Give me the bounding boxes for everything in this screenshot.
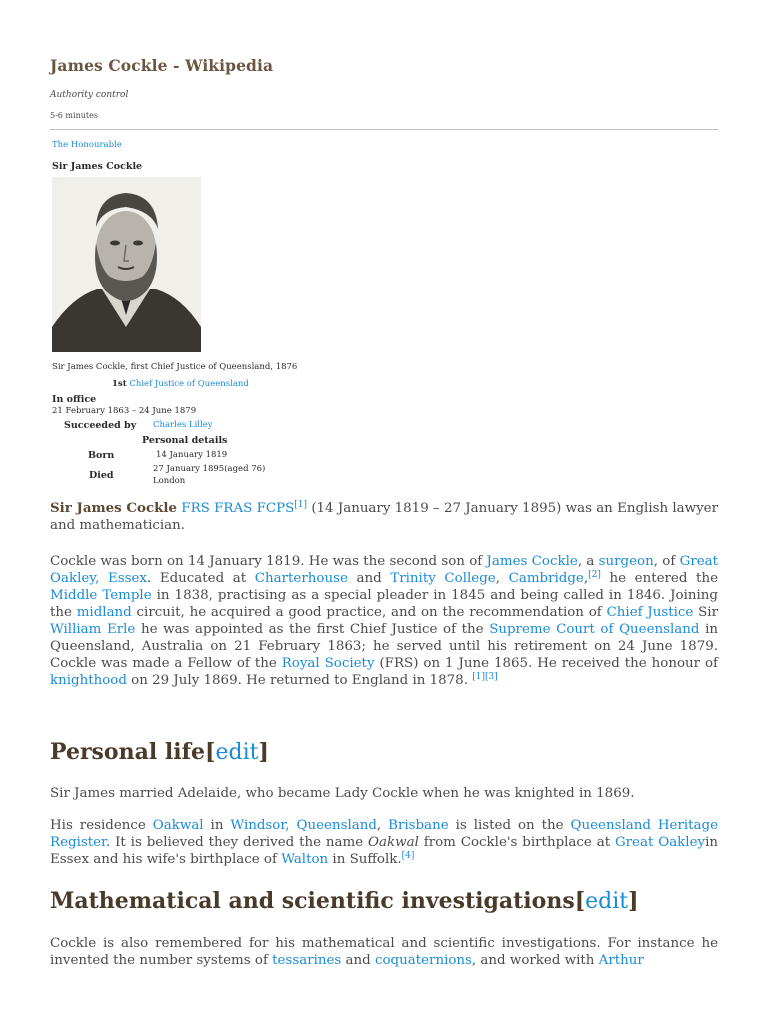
personal-details-label: Personal details — [142, 435, 228, 446]
text-run: in — [203, 818, 231, 833]
text-run: circuit, he acquired a good practice, and on the recommendation of — [131, 605, 607, 620]
emphasis-oakwal: Oakwal — [368, 835, 419, 850]
ref-3[interactable]: [3] — [484, 672, 498, 682]
text-run: Cockle is also remembered for his mathematical and scientific investigations. For instance he invented the number systems of — [50, 936, 718, 968]
edit-link-personal-life[interactable]: edit — [215, 740, 259, 765]
text-run: in Suffolk. — [328, 852, 402, 867]
link-william-erle[interactable]: William Erle — [50, 622, 136, 637]
bracket: ] — [628, 888, 639, 914]
postnominals-link[interactable]: FRS FRAS FCPS — [181, 501, 295, 516]
subtitle: Authority control — [50, 90, 129, 100]
born-value: 14 January 1819 — [156, 450, 228, 460]
text-run: (FRS) on 1 June 1865. He received the honour of — [374, 656, 719, 671]
office-ordinal: 1st — [112, 379, 127, 389]
in-office-label: In office — [52, 394, 97, 405]
bracket: ] — [258, 739, 269, 765]
ref-1b[interactable]: [1] — [472, 672, 485, 682]
bracket: [ — [205, 739, 216, 765]
page-title: James Cockle - Wikipedia — [50, 56, 274, 75]
text-run: . Educated at — [146, 571, 255, 586]
office-row — [112, 379, 249, 389]
link-walton[interactable]: Walton — [281, 852, 329, 867]
edit-link-mathematical[interactable]: edit — [585, 889, 629, 914]
read-time: 5-6 minutes — [50, 111, 98, 120]
divider — [50, 129, 718, 130]
section-title: Personal life — [50, 739, 206, 765]
personal-paragraph-1: Sir James married Adelaide, who became Lady Cockle when he was knighted in 1869. — [50, 786, 635, 801]
text-run: His residence — [50, 818, 153, 833]
link-trinity-college[interactable]: Trinity College — [390, 571, 496, 586]
text-run: and — [341, 953, 375, 968]
successor-link[interactable]: Charles Lilley — [153, 420, 213, 430]
link-knighthood[interactable]: knighthood — [50, 673, 127, 688]
link-supreme-court-queensland[interactable]: Supreme Court of Queensland — [489, 622, 700, 637]
text-run: he entered the — [600, 571, 718, 586]
link-coquaternions[interactable]: coquaternions — [375, 953, 472, 968]
died-label: Died — [89, 470, 114, 481]
text-run: . It is believed they derived the name — [105, 835, 369, 850]
portrait-caption: Sir James Cockle, first Chief Justice of Queensland, 1876 — [52, 362, 298, 372]
text-run: and — [347, 571, 391, 586]
link-great-oakley[interactable]: Great Oakley — [614, 835, 706, 850]
term-dates: 21 February 1863 – 24 June 1879 — [52, 406, 197, 416]
section-heading-mathematical — [50, 888, 639, 915]
text-run: , — [495, 571, 509, 586]
link-brisbane[interactable]: Brisbane — [388, 818, 449, 833]
portrait-image — [52, 177, 201, 352]
link-james-cockle[interactable]: James Cockle — [486, 554, 578, 569]
ref-2[interactable]: [2] — [588, 570, 601, 580]
link-queensland-heritage-register[interactable]: Queensland Heritage Register — [50, 818, 719, 850]
link-windsor-queensland[interactable]: Windsor, Queensland — [230, 818, 377, 833]
text-run: is listed on the — [448, 818, 571, 833]
text-run: he was appointed as the first Chief Justice of the — [135, 622, 490, 637]
died-value — [153, 464, 265, 474]
link-chief-justice[interactable]: Chief Justice — [606, 605, 694, 620]
died-age: (aged 76) — [224, 464, 266, 474]
biography-paragraph — [50, 553, 718, 689]
link-cambridge[interactable]: Cambridge — [508, 571, 584, 586]
section-heading-personal-life — [50, 739, 269, 766]
ref-1[interactable]: [1] — [294, 500, 308, 510]
office-link[interactable]: Chief Justice of Queensland — [129, 379, 249, 389]
text-run: Cockle was born on 14 January 1819. He was the second son of — [50, 554, 487, 569]
text-run: , — [583, 571, 589, 586]
text-run: , of — [653, 554, 680, 569]
link-middle-temple[interactable]: Middle Temple — [50, 588, 152, 603]
link-midland[interactable]: midland — [76, 605, 132, 620]
text-run: , — [376, 818, 389, 833]
link-surgeon[interactable]: surgeon — [598, 554, 654, 569]
lead-name: Sir James Cockle — [50, 500, 178, 516]
lead-paragraph — [50, 500, 718, 534]
link-arthur[interactable]: Arthur — [598, 953, 644, 968]
text-run: from Cockle's birthplace at — [418, 835, 615, 850]
text-run: Sir — [693, 605, 718, 620]
honorific-link[interactable]: The Honourable — [52, 140, 122, 150]
died-date: 27 January 1895 — [153, 464, 225, 474]
text-run: , a — [577, 554, 599, 569]
text-run: in Essex and his wife's birthplace of — [50, 835, 718, 867]
bracket: [ — [574, 888, 586, 914]
link-oakwal[interactable]: Oakwal — [152, 818, 204, 833]
link-royal-society[interactable]: Royal Society — [281, 656, 375, 671]
text-run: in 1838, practising as a special pleader in 1845 and being called in 1846. Joining the — [50, 588, 718, 620]
section-title: Mathematical and scientific investigations — [50, 888, 575, 914]
succeeded-by-label: Succeeded by — [64, 420, 137, 431]
link-charterhouse[interactable]: Charterhouse — [254, 571, 348, 586]
ref-4[interactable]: [4] — [401, 851, 415, 861]
born-label: Born — [88, 450, 115, 461]
portrait-engraving — [52, 177, 201, 352]
lead-rest: (14 January 1819 – 27 January 1895) was an English lawyer and mathematician. — [50, 501, 718, 533]
personal-paragraph-2 — [50, 817, 718, 868]
infobox-name: Sir James Cockle — [52, 161, 143, 172]
link-great-oakley-essex[interactable]: Great Oakley, Essex — [50, 554, 719, 586]
link-tessarines[interactable]: tessarines — [272, 953, 342, 968]
text-run: on 29 July 1869. He returned to England in 1878. — [126, 673, 468, 688]
math-paragraph — [50, 935, 718, 969]
died-place: London — [153, 476, 186, 486]
text-run: , and worked with — [471, 953, 599, 968]
text-run: in Queensland, Australia on 21 February 1863; he served until his retirement on 24 June 1879. Cockle was made a Fellow of the — [50, 622, 719, 671]
